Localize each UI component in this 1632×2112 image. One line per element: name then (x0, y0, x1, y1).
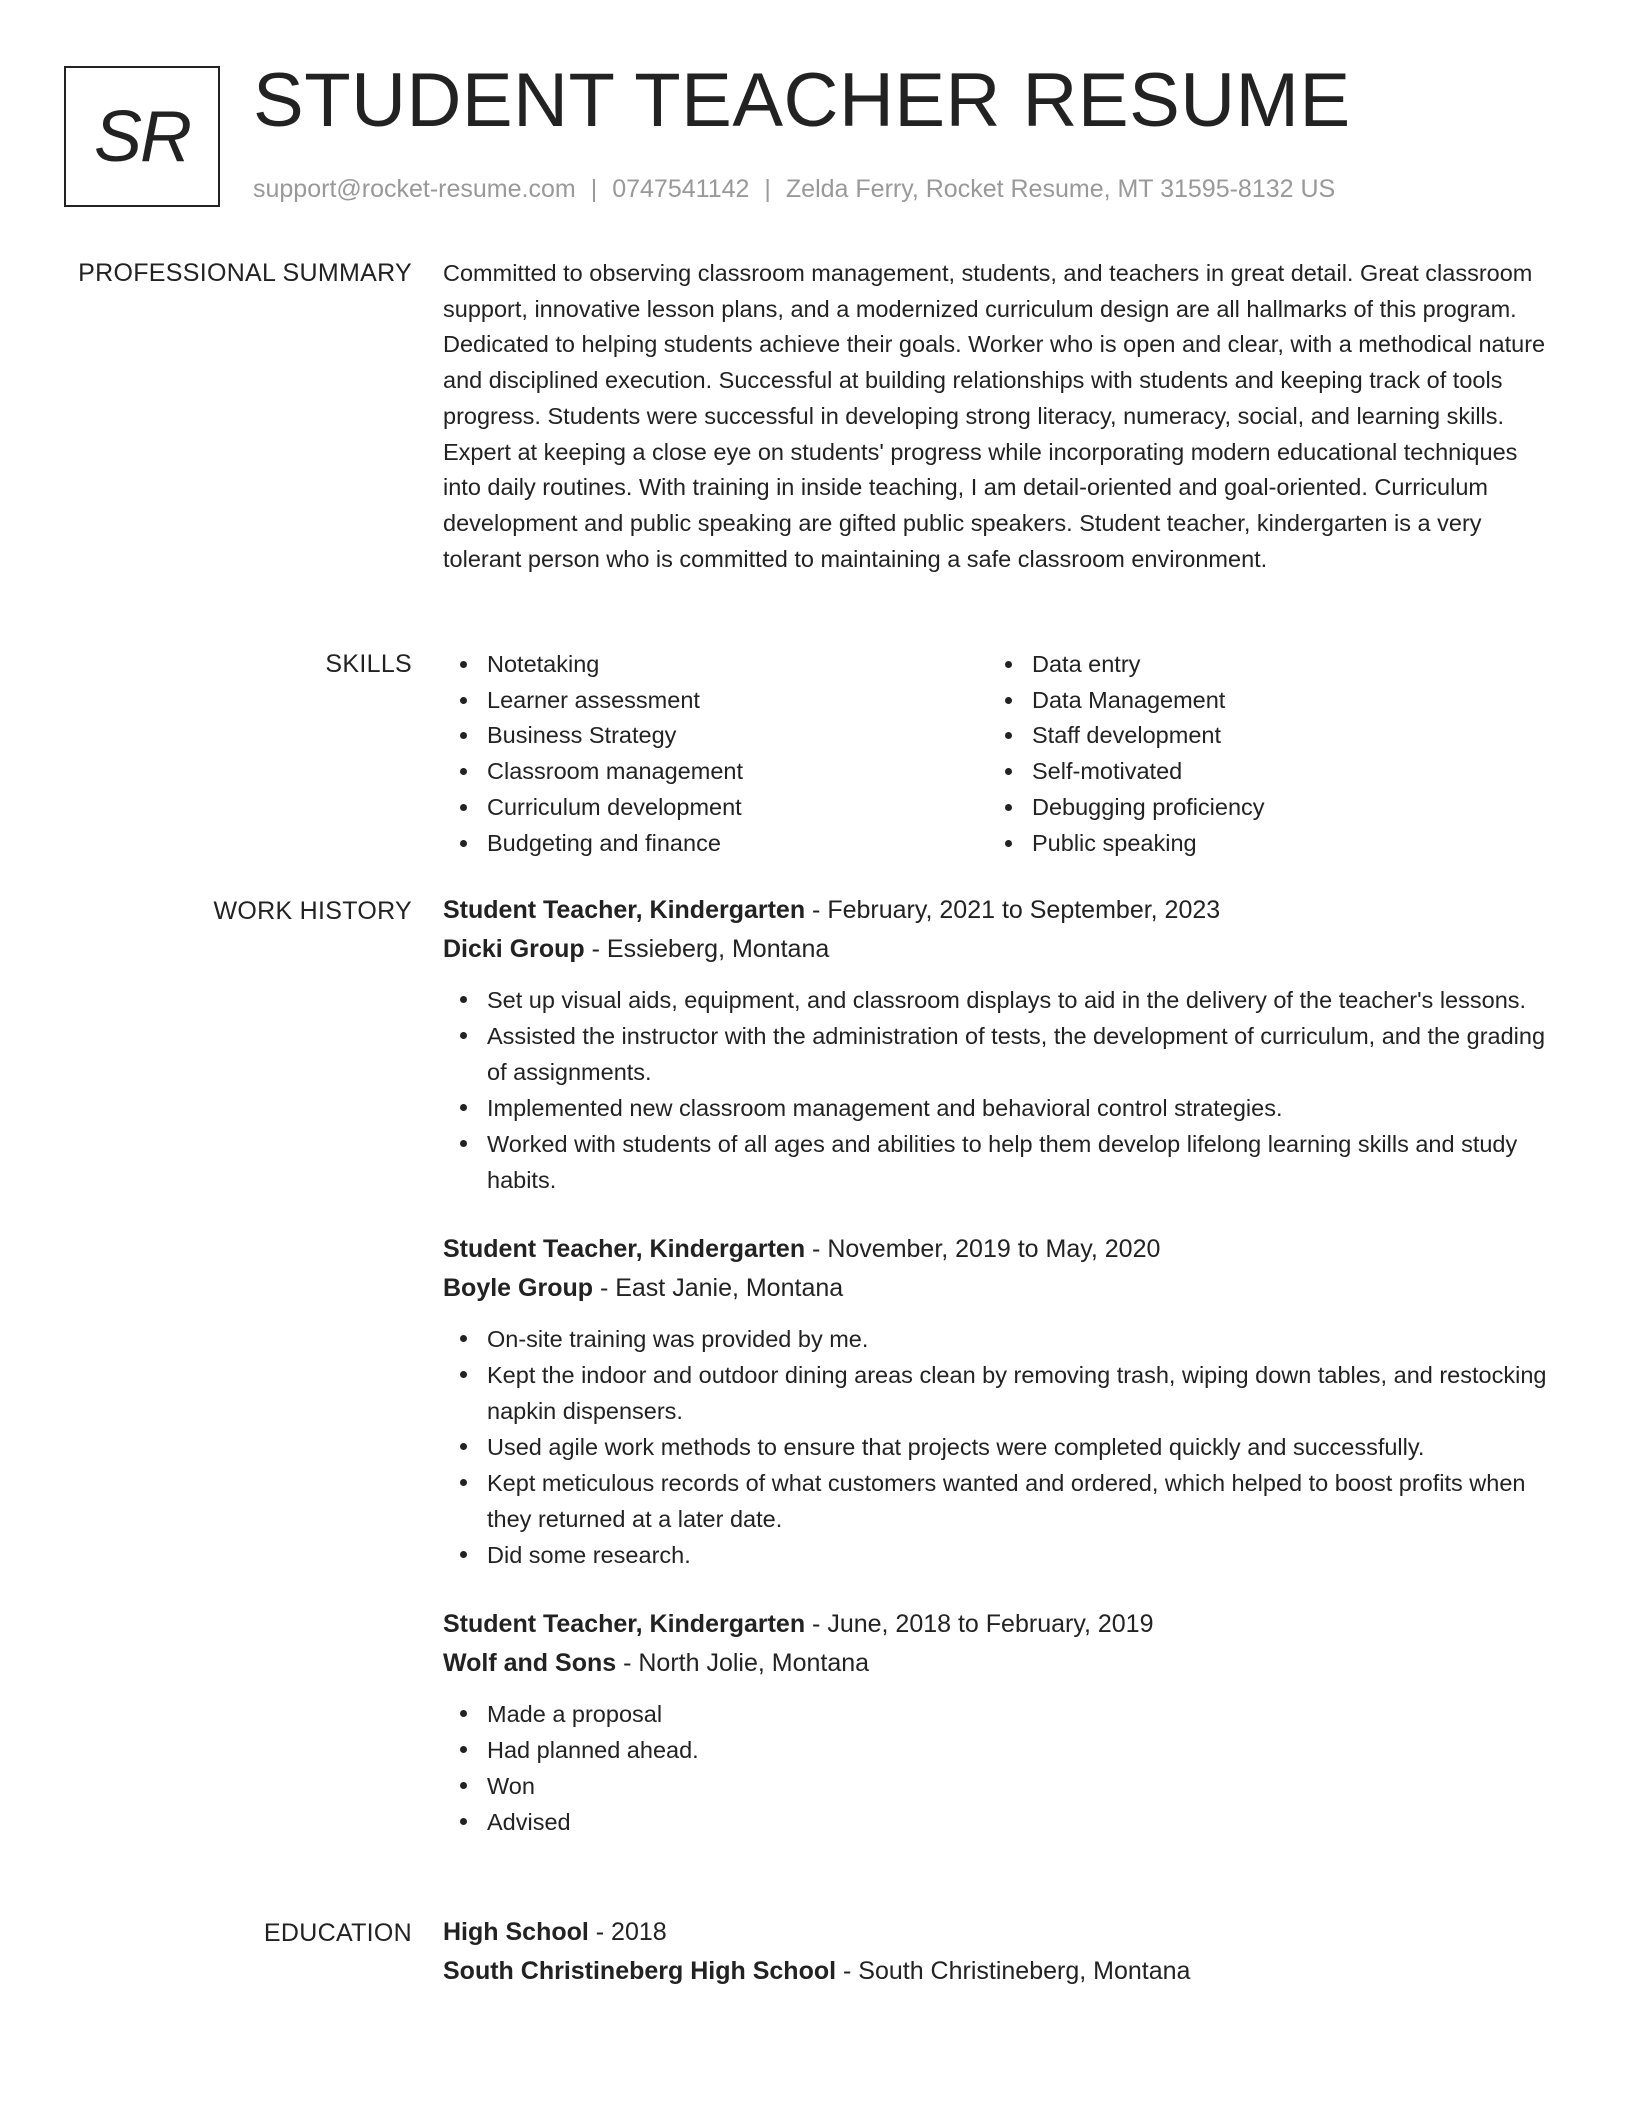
job-dates: - June, 2018 to February, 2019 (805, 1610, 1154, 1638)
skill-item: Notetaking (443, 647, 988, 683)
skill-item: Public speaking (988, 826, 1533, 862)
skill-item: Budgeting and finance (443, 826, 988, 862)
contact-separator: | (590, 175, 598, 203)
job-dates: - November, 2019 to May, 2020 (805, 1235, 1161, 1263)
job-bullet: Kept meticulous records of what customers wanted and ordered, which helped to boost profits when they returned at a later date. (443, 1465, 1553, 1537)
job-bullet: On-site training was provided by me. (443, 1321, 1553, 1357)
job-bullets (443, 1321, 1553, 1573)
education-location: - South Christineberg, Montana (836, 1957, 1191, 1985)
job-title: Student Teacher, Kindergarten (443, 896, 806, 924)
resume-title: STUDENT TEACHER RESUME (253, 58, 1351, 143)
monogram-initials: SR (93, 96, 191, 177)
skills-grid (443, 647, 1553, 861)
education-heading: EDUCATION (263, 1919, 412, 1947)
skills-section (443, 647, 1553, 861)
skill-item: Learner assessment (443, 683, 988, 719)
job-title-line (443, 1230, 1553, 1269)
job-bullet: Used agile work methods to ensure that projects were completed quickly and successfully. (443, 1429, 1553, 1465)
work-history-section (443, 891, 1553, 1872)
summary-heading: PROFESSIONAL SUMMARY (78, 259, 412, 287)
skill-item: Data entry (988, 647, 1533, 683)
job-employer: Boyle Group (443, 1274, 594, 1302)
job-employer-line (443, 1644, 1553, 1683)
skills-column-left (443, 647, 988, 861)
skill-item: Self-motivated (988, 754, 1533, 790)
job-bullet: Made a proposal (443, 1696, 1553, 1732)
skill-item: Debugging proficiency (988, 790, 1533, 826)
job-employer: Dicki Group (443, 935, 585, 963)
contact-address: Zelda Ferry, Rocket Resume, MT 31595-8132 US (785, 175, 1336, 203)
contact-line (253, 173, 1335, 205)
job-entry (443, 1605, 1553, 1840)
job-location: - Essieberg, Montana (584, 935, 830, 963)
job-bullet: Had planned ahead. (443, 1732, 1553, 1768)
skill-item: Curriculum development (443, 790, 988, 826)
skill-item: Business Strategy (443, 718, 988, 754)
summary-text: Committed to observing classroom management, students, and teachers in great detail. Great classroom support, innovative lesson plans, and a modernized curriculum design are all hallmarks of this program. Dedicated to helping students achieve their goals. Worker who is open and clear, with a methodical nature and disciplined execution. Successful at building relationships with students and keeping track of tools progress. Students were successful in developing strong literacy, numeracy, social, and learning skills. Expert at keeping a close eye on students' progress while incorporating modern educational techniques into daily routines. With training in inside teaching, I am detail-oriented and goal-oriented. Curriculum development and public speaking are gifted public speakers. Student teacher, kindergarten is a very tolerant person who is committed to maintaining a safe classroom environment. (443, 260, 1546, 572)
work-history-heading: WORK HISTORY (213, 897, 412, 925)
job-employer: Wolf and Sons (443, 1649, 617, 1677)
education-school: South Christineberg High School (443, 1957, 837, 1985)
job-bullet: Set up visual aids, equipment, and classroom displays to aid in the delivery of the teacher's lessons. (443, 982, 1553, 1018)
contact-phone[interactable]: 0747541142 (612, 175, 750, 203)
job-dates: - February, 2021 to September, 2023 (805, 896, 1221, 924)
contact-separator: | (764, 175, 771, 203)
skills-column-right (988, 647, 1533, 861)
job-employer-line (443, 1269, 1553, 1308)
job-title-line (443, 1605, 1553, 1644)
job-bullet: Kept the indoor and outdoor dining areas clean by removing trash, wiping down tables, and restocking napkin dispensers. (443, 1357, 1553, 1429)
job-bullet: Assisted the instructor with the administration of tests, the development of curriculum, and the grading of assignments. (443, 1018, 1553, 1090)
job-bullet: Did some research. (443, 1537, 1553, 1573)
education-degree: High School (443, 1918, 589, 1946)
job-bullets (443, 1696, 1553, 1840)
job-title-line (443, 891, 1553, 930)
education-degree-line (443, 1913, 1553, 1952)
job-entry (443, 891, 1553, 1198)
contact-email[interactable]: support@rocket-resume.com (253, 175, 576, 203)
job-title: Student Teacher, Kindergarten (443, 1610, 806, 1638)
job-bullet: Worked with students of all ages and abilities to help them develop lifelong learning skills and study habits. (443, 1126, 1553, 1198)
education-section (443, 1913, 1553, 1991)
job-location: - North Jolie, Montana (616, 1649, 870, 1677)
job-bullet: Implemented new classroom management and behavioral control strategies. (443, 1090, 1553, 1126)
monogram-badge (64, 66, 220, 207)
job-employer-line (443, 930, 1553, 969)
job-entry (443, 1230, 1553, 1573)
job-title: Student Teacher, Kindergarten (443, 1235, 806, 1263)
job-bullet: Won (443, 1768, 1553, 1804)
education-year: - 2018 (588, 1918, 667, 1946)
skills-heading: SKILLS (325, 650, 412, 678)
skill-item: Classroom management (443, 754, 988, 790)
education-school-line (443, 1952, 1553, 1991)
skill-item: Data Management (988, 683, 1533, 719)
summary-section (443, 256, 1553, 577)
skill-item: Staff development (988, 718, 1533, 754)
job-bullet: Advised (443, 1804, 1553, 1840)
job-location: - East Janie, Montana (593, 1274, 844, 1302)
job-bullets (443, 982, 1553, 1198)
